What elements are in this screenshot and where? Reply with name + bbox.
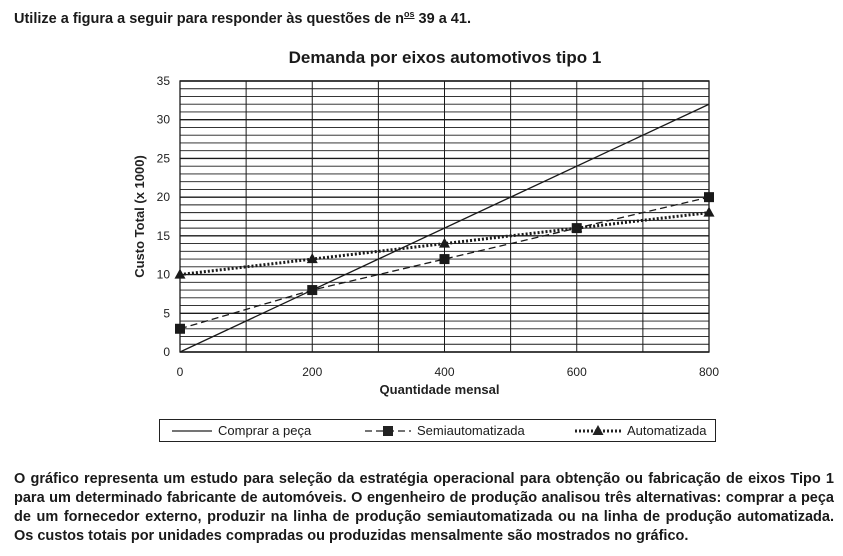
x-tick-label: 400 [434, 365, 455, 379]
series-marker-triangle [175, 269, 186, 279]
intro-superscript: os [404, 9, 415, 19]
chart-grid [180, 81, 709, 352]
y-tick-label: 10 [156, 267, 170, 282]
legend-label: Automatizada [627, 423, 707, 438]
series-marker-square [440, 254, 450, 264]
y-tick-label: 5 [163, 306, 170, 321]
legend-label: Comprar a peça [218, 423, 312, 438]
y-tick-label: 15 [156, 228, 170, 243]
y-tick-label: 0 [163, 345, 170, 359]
chart-legend [159, 419, 716, 442]
legend-dotted-triangle-icon [575, 425, 621, 437]
legend-item-comprar [172, 420, 311, 441]
legend-label: Semiautomatizada [417, 423, 525, 438]
chart-title: Demanda por eixos automotivos tipo 1 [288, 48, 602, 67]
x-tick-label: 0 [176, 365, 184, 379]
legend-solid-line-icon [172, 425, 212, 437]
y-tick-label: 30 [156, 112, 170, 127]
legend-dashed-square-icon [365, 425, 411, 437]
series-marker-square [704, 192, 714, 202]
y-tick-label: 20 [156, 190, 170, 205]
x-tick-label: 200 [302, 365, 323, 379]
legend-item-semiautomatizada [365, 420, 525, 441]
x-tick-label: 800 [698, 365, 720, 379]
legend-item-automatizada [575, 420, 707, 441]
intro-text-end: 39 a 41. [414, 10, 471, 27]
y-tick-label: 35 [156, 74, 170, 88]
intro-text-start: Utilize a figura a seguir para responder às questões de n [14, 10, 405, 27]
y-axis-label: Custo Total (x 1000) [132, 155, 147, 278]
series-marker-triangle [439, 238, 450, 248]
x-axis-label: Quantidade mensal [379, 382, 500, 397]
x-tick-label: 600 [566, 365, 587, 379]
question-paragraph: O gráfico representa um estudo para seleção da estratégia operacional para obtenção ou fabricação de eixos Tipo 1 para um determinado fabricante de automóveis. O engenheiro de produção analisou três alternativas: comprar a peça de um fornecedor externo, produzir na linha de produção semiautomatizada ou na linha de produção automatizada. Os custos totais por unidades compradas ou produzidas mensalmente são mostrados no gráfico. [14, 471, 834, 544]
y-tick-label: 25 [156, 151, 170, 166]
series-marker-square [175, 324, 185, 334]
series-marker-square [307, 285, 317, 295]
